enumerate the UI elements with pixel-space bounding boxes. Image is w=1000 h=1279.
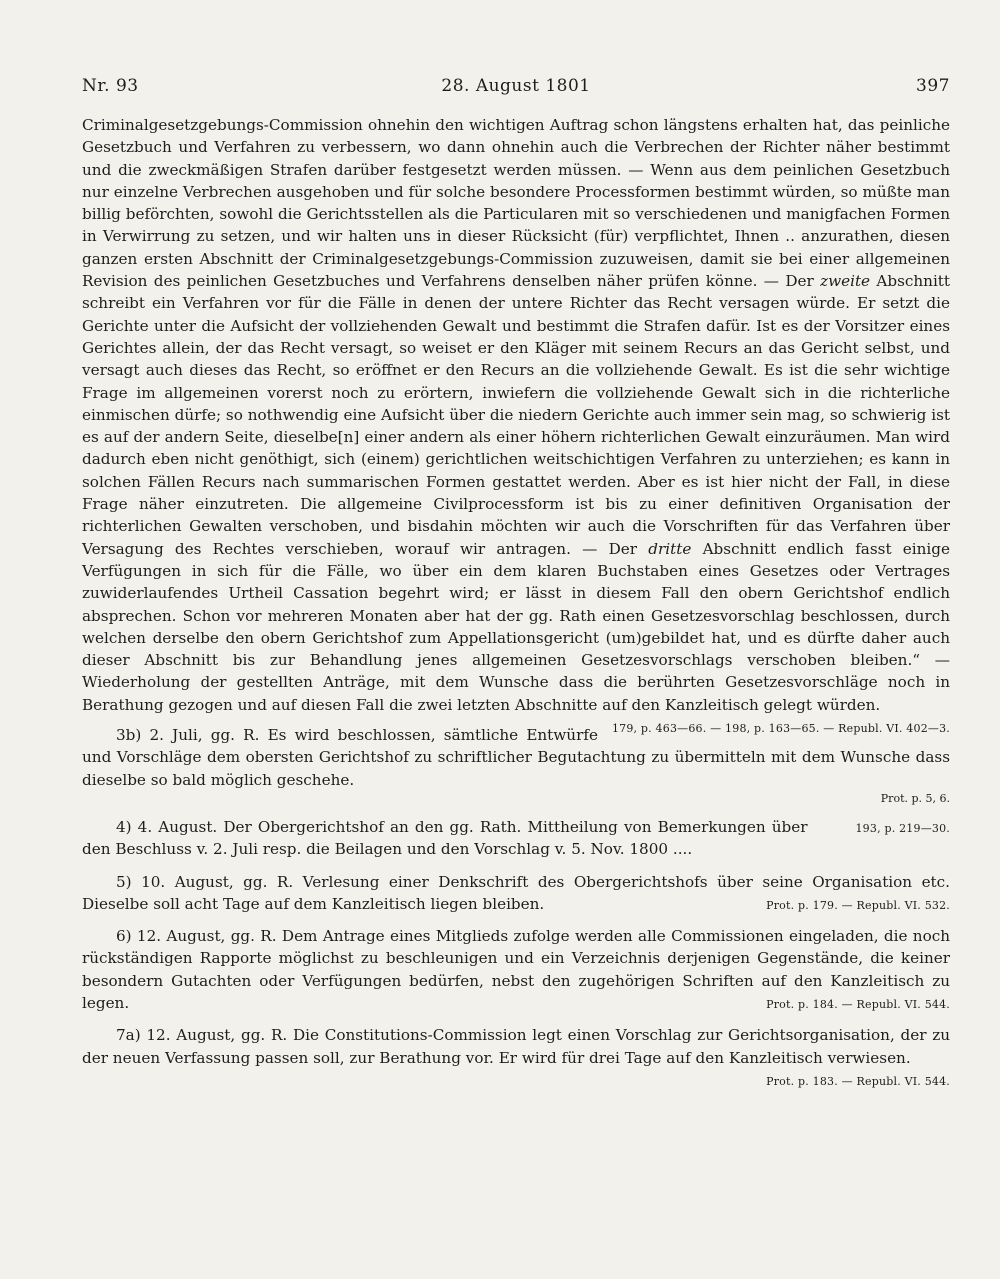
entry-text: 3b) 2. Juli, gg. R. Es wird beschlossen, sämtliche Entwürfe und Vorschläge dem obersten Gerichtshof zu schriftlicher Begutachtung zu übermitteln mit dem Wunsche dass dieselbe so bald möglich geschehe. — [82, 726, 950, 789]
entry-text: 4) 4. August. Der Obergerichtshof an den gg. Rath. Mittheilung von Bemerkungen über den Beschluss v. 2. Juli resp. die Beilagen und den Vorschlag v. 5. Nov. 1800 .... — [82, 817, 808, 859]
entry-4 — [82, 816, 950, 861]
header-date: 28. August 1801 — [441, 76, 591, 96]
body-text — [82, 114, 950, 1091]
entry-citation: Prot. p. 5, 6. — [880, 791, 950, 805]
entry-citation: 193, p. 219—30. — [855, 821, 950, 835]
paragraph-italic-2: dritte — [648, 539, 692, 558]
entry-6 — [82, 925, 950, 1014]
entry-citation: Prot. p. 179. — Republ. VI. 532. — [766, 898, 950, 912]
entry-citation: Prot. p. 184. — Republ. VI. 544. — [766, 997, 950, 1011]
paragraph-text-2: Abschnitt schreibt ein Verfahren vor für die Fälle in denen der untere Richter das Recht versagen würde. Er setzt die Gerichte unter die Aufsicht der vollziehenden Gewalt und bestimmt die Strafen dafür. Ist es der Vorsitzer eines Gerichtes allein, der das Recht versagt, so weiset er den Kläger mit seinem Recurs an das Gericht selbst, und versagt auch dieses das Recht, so eröffnet er den Recurs an die vollziehende Gewalt. Es ist die sehr wichtige Frage im allgemeinen vorerst noch zu erörtern, inwiefern die vollziehende Gewalt sich in die richterliche einmischen dürfe; so nothwendig eine Aufsicht über die niedern Gerichte auch immer sein mag, so schwierig ist es auf der andern Seite, dieselbe[n] einer andern als einer höhern richterlichen Gewalt einzuräumen. Man wird dadurch eben nicht genöthigt, sich (einem) gerichtlichen weitschichtigen Verfahren zu unterziehen; es kann in solchen Fällen Recurs nach summarischen Formen gestattet werden. Aber es ist hier nicht der Fall, in diese Frage näher einzutreten. Die allgemeine Civilprocessform ist bis zu einer definitiven Organisation der richterlichen Gewalten verschoben, und bisdahin möchten wir auch die Vorschriften für das Verfahren über Versagung des Rechtes verschieben, worauf wir antragen. — Der — [82, 272, 951, 558]
entry-text: 7a) 12. August, gg. R. Die Constitutions-Commission legt einen Vorschlag zur Gerichtsorganisation, der zu der neuen Verfassung passen soll, zur Berathung vor. Er wird für drei Tage auf den Kanzleitisch verwiesen. — [82, 1026, 950, 1067]
paragraph-citation: 179, p. 463—66. — 198, p. 163—65. — Republ. VI. 402—3. — [611, 722, 950, 736]
paragraph-italic-1: zweite — [820, 272, 871, 291]
entry-5 — [82, 871, 950, 916]
entry-text: 5) 10. August, gg. R. Verlesung einer Denkschrift des Obergerichtshofs über seine Organisation etc. Dieselbe soll acht Tage auf dem Kanzleitisch liegen bleiben. — [82, 872, 950, 913]
running-head — [82, 76, 950, 106]
entry-citation: Prot. p. 183. — Republ. VI. 544. — [766, 1074, 950, 1088]
page-number: 397 — [916, 76, 950, 96]
paragraph-text-3: Abschnitt endlich fasst einige Verfügungen in sich für die Fälle, wo über ein dem klaren Buchstaben eines Gesetzes oder Vertrages zuwiderlaufendes Urtheil Cassation begehrt wird; er lässt in diesem Fall den obern Gerichtshof endlich absprechen. Schon vor mehreren Monaten aber hat der gg. Rath einen Gesetzesvorschlag beschlossen, durch welchen derselbe den obern Gerichtshof zum Appellationsgericht (um)gebildet hat, und es dürfte daher auch dieser Abschnitt bis zur Behandlung jenes allgemeinen Gesetzesvorschlags verschoben bleiben.“ — Wiederholung der gestellten Anträge, mit dem Wunsche dass die berührten Gesetzesvorschläge noch in Berathung gezogen und auf diesen Fall die zwei letzten Abschnitte auf den Kanzleitisch gelegt würden. — [82, 539, 951, 714]
entry-text: 6) 12. August, gg. R. Dem Antrage eines Mitglieds zufolge werden alle Commissionen eingeladen, die noch rückständigen Rapporte möglichst zu beschleunigen und ein Verzeichnis derjenigen Gegenstände, die keiner besondern Gutachten oder Verfügungen bedürfen, nebst den zugehörigen Schriften auf den Kanzleitisch zu legen. — [82, 927, 950, 1012]
entry-7a — [82, 1024, 950, 1088]
document-number: Nr. 93 — [82, 76, 139, 96]
continued-paragraph — [82, 114, 951, 736]
paragraph-text-1: Criminalgesetzgebungs-Commission ohnehin den wichtigen Auftrag schon längstens erhalten hat, das peinliche Gesetzbuch und Verfahren zu verbessern, wo dann ohnehin auch die Verbrechen der Richter näher bestimmt und die zweckmäßigen Strafen darüber festgesetzt werden müssen. — Wenn aus dem peinlichen Gesetzbuch nur einzelne Verbrechen ausgehoben und für solche besondere Processformen bestimmt würden, so müßte man billig beförchten, sowohl die Gerichtsstellen als die Particularen mit so verschiedenen und manigfachen Formen in Verwirrung zu setzen, und wir halten uns in dieser Rücksicht (für) verpflichtet, Ihnen .. anzurathen, diesen ganzen ersten Abschnitt der Criminalgesetzgebungs-Commission zuzuweisen, damit sie bei einer allgemeinen Revision des peinlichen Gesetzbuches und Verfahrens denselben näher prüfen könne. — Der — [82, 116, 950, 291]
